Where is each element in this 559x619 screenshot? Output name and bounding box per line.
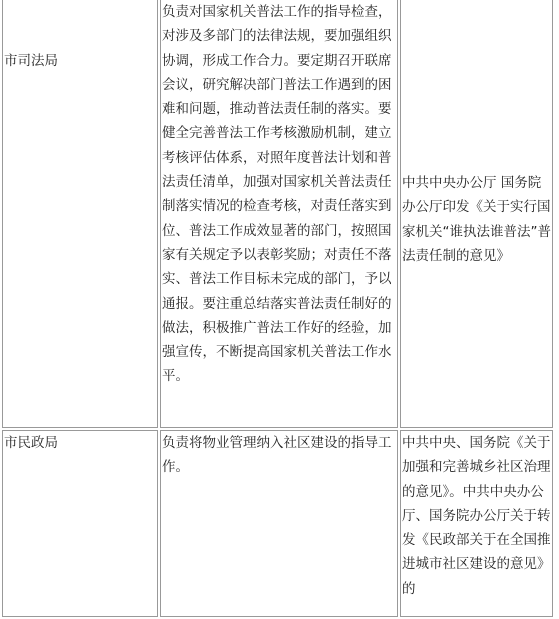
duty-text: 负责对国家机关普法工作的指导检查，对涉及多部门的法律法规，要加强组织协调，形成工作合力。要定期召开联席会议，研究解决部门普法工作遇到的困难和问题，推动普法责任制的落实。要健全完善普法工作考核激励机制，建立考核评估体系，对照年度普法计划和普法责任清单，加强对国家机关普法责任制落实情况的检查考核，对责任落实到位、普法工作成效显著的部门，按照国家有关规定予以表彰奖励；对责任不落实、普法工作目标未完成的部门，予以通报。要注重总结落实普法责任制好的做法，积极推广普法工作好的经验，加强宣传，不断提高国家机关普法工作水平。 <box>162 4 392 385</box>
department-cell <box>2 430 158 617</box>
basis-text: 中共中央办公厅 国务院办公厅印发《关于实行国家机关“谁执法谁普法”普法责任制的意见》 <box>402 175 551 264</box>
basis-cell <box>400 0 553 428</box>
basis-text: 中共中央、国务院《关于加强和完善城乡社区治理的意见》。中共中央办公厅、国务院办公厅关于转发《民政部关于在全国推进城市社区建设的意见》的 <box>402 435 551 597</box>
basis-cell <box>400 430 553 617</box>
table-row <box>2 430 553 617</box>
duty-text: 负责将物业管理纳入社区建设的指导工作。 <box>162 435 392 476</box>
table-row <box>2 0 553 428</box>
duty-cell <box>160 0 398 428</box>
department-name: 市司法局 <box>4 53 58 69</box>
duty-cell <box>160 430 398 617</box>
department-name: 市民政局 <box>4 435 58 451</box>
department-cell <box>2 0 158 428</box>
